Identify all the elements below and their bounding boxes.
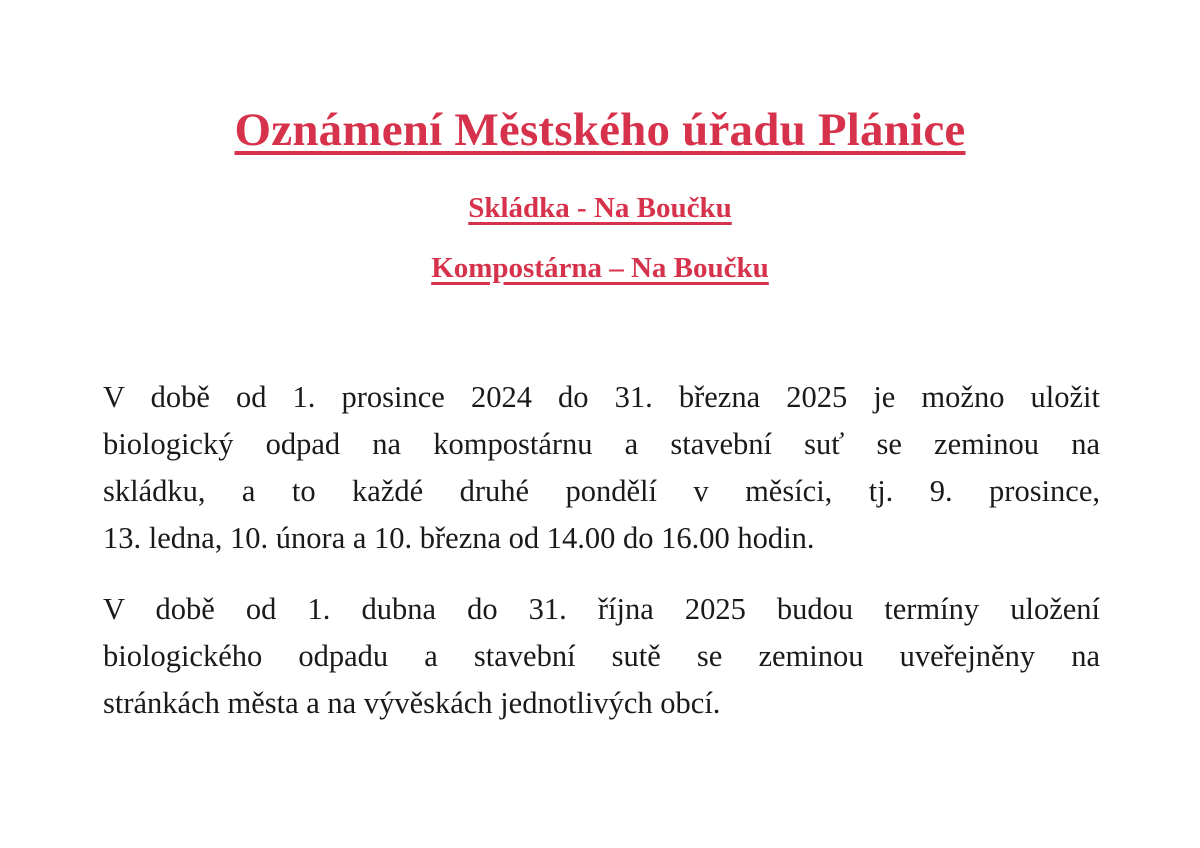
paragraph-line: biologický odpad na kompostárnu a stavební suť se zeminou na [103,427,1100,461]
paragraph-line: 13. ledna, 10. února a 10. března od 14.00 do 16.00 hodin. [103,521,815,555]
subtitle-compost: Kompostárna – Na Boučku [431,252,769,284]
subtitle-landfill: Skládka - Na Boučku [468,192,732,224]
page-title: Oznámení Městského úřadu Plánice [234,104,966,156]
paragraph-line: biologického odpadu a stavební sutě se zeminou uveřejněny na [103,639,1100,673]
paragraph-summer-schedule [103,586,1100,727]
paragraph-line: V době od 1. prosince 2024 do 31. března 2025 je možno uložit [103,380,1100,414]
paragraph-winter-schedule [103,374,1100,562]
paragraph-line: stránkách města a na vývěskách jednotlivých obcí. [103,686,721,720]
paragraph-line: V době od 1. dubna do 31. října 2025 budou termíny uložení [103,592,1100,626]
paragraph-line: skládku, a to každé druhé pondělí v měsíci, tj. 9. prosince, [103,474,1100,508]
